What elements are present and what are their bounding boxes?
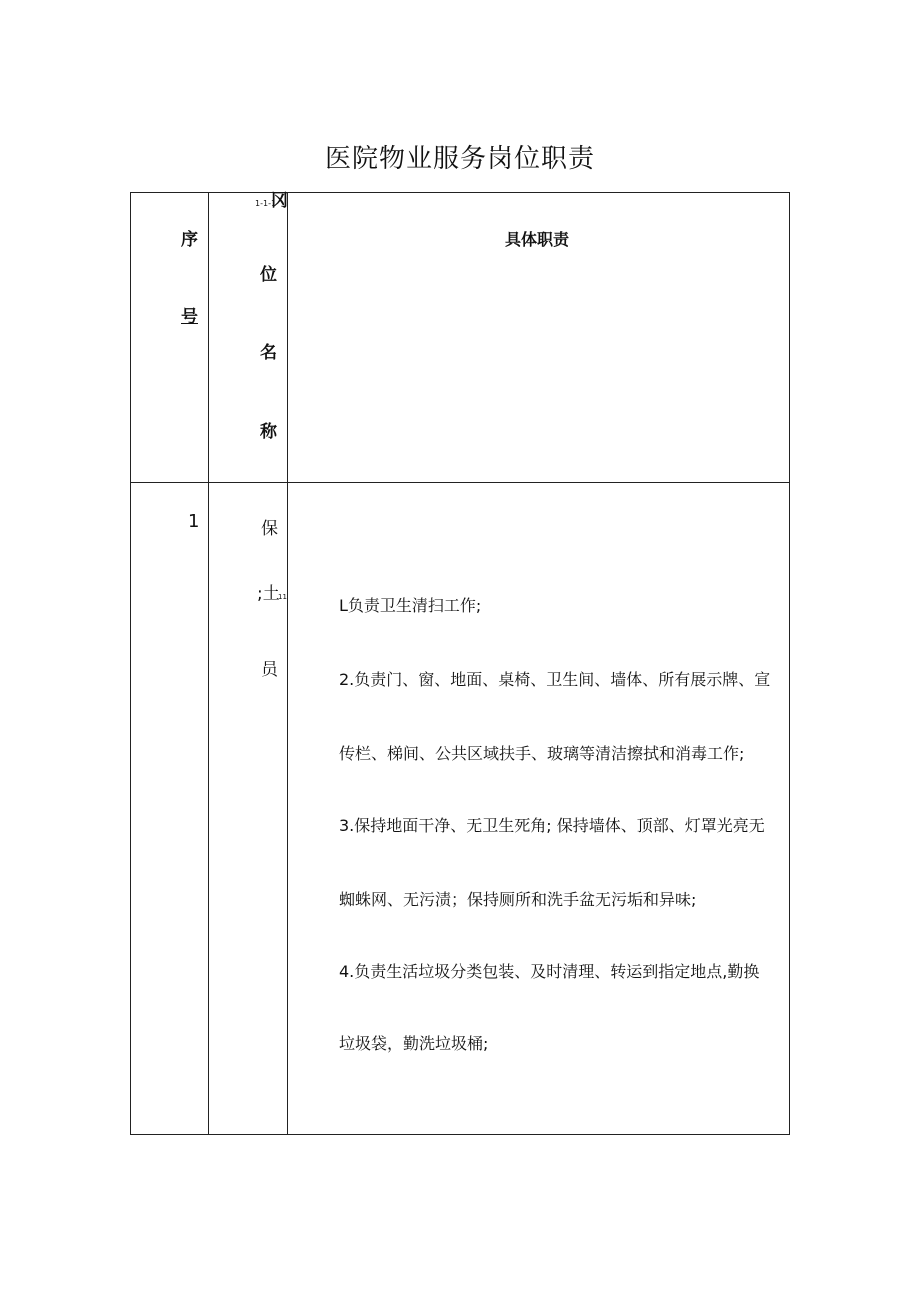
- duty-table: [130, 192, 790, 1135]
- document-title: 医院物业服务岗位职责: [324, 144, 595, 174]
- header-duties-title: 具体职责: [505, 230, 570, 249]
- header-seq-char-2: 号: [181, 307, 198, 327]
- duty-line-6: 4.负责生活垃圾分类包装、及时清理、转运到指定地点,勤换: [339, 962, 760, 981]
- row-post-mark: 11: [278, 593, 287, 601]
- header-seq-char-1: 序: [181, 230, 198, 250]
- duty-line-4: 3.保持地面干净、无卫生死角; 保持墙体、顶部、灯罩光亮无: [339, 816, 765, 835]
- header-post-char-3: 名: [260, 343, 277, 363]
- header-post-mark: 1-1-1: [255, 199, 277, 208]
- row-post-char-1: 保: [261, 519, 278, 539]
- column-divider-1: [208, 193, 209, 1134]
- duty-line-1: L负责卫生清扫工作;: [339, 596, 482, 615]
- header-post-char-1: 冈: [271, 191, 288, 211]
- duty-line-5: 蜘蛛网、无污渍；保持厕所和洗手盆无污垢和异味;: [339, 890, 697, 909]
- header-row-divider: [131, 482, 789, 483]
- header-post-char-4: 称: [260, 422, 277, 442]
- row-post-char-3: 员: [261, 660, 278, 680]
- header-post-char-2: 位: [260, 265, 277, 285]
- row-post-char-2: ;土: [257, 584, 280, 604]
- duty-line-3: 传栏、梯间、公共区域扶手、玻璃等清洁擦拭和消毒工作;: [339, 744, 745, 763]
- row-number: 1: [188, 511, 200, 532]
- duty-line-7: 垃圾袋，勤洗垃圾桶;: [339, 1034, 489, 1053]
- column-divider-2: [287, 193, 288, 1134]
- duty-line-2: 2.负责门、窗、地面、桌椅、卫生间、墙体、所有展示牌、宣: [339, 670, 771, 689]
